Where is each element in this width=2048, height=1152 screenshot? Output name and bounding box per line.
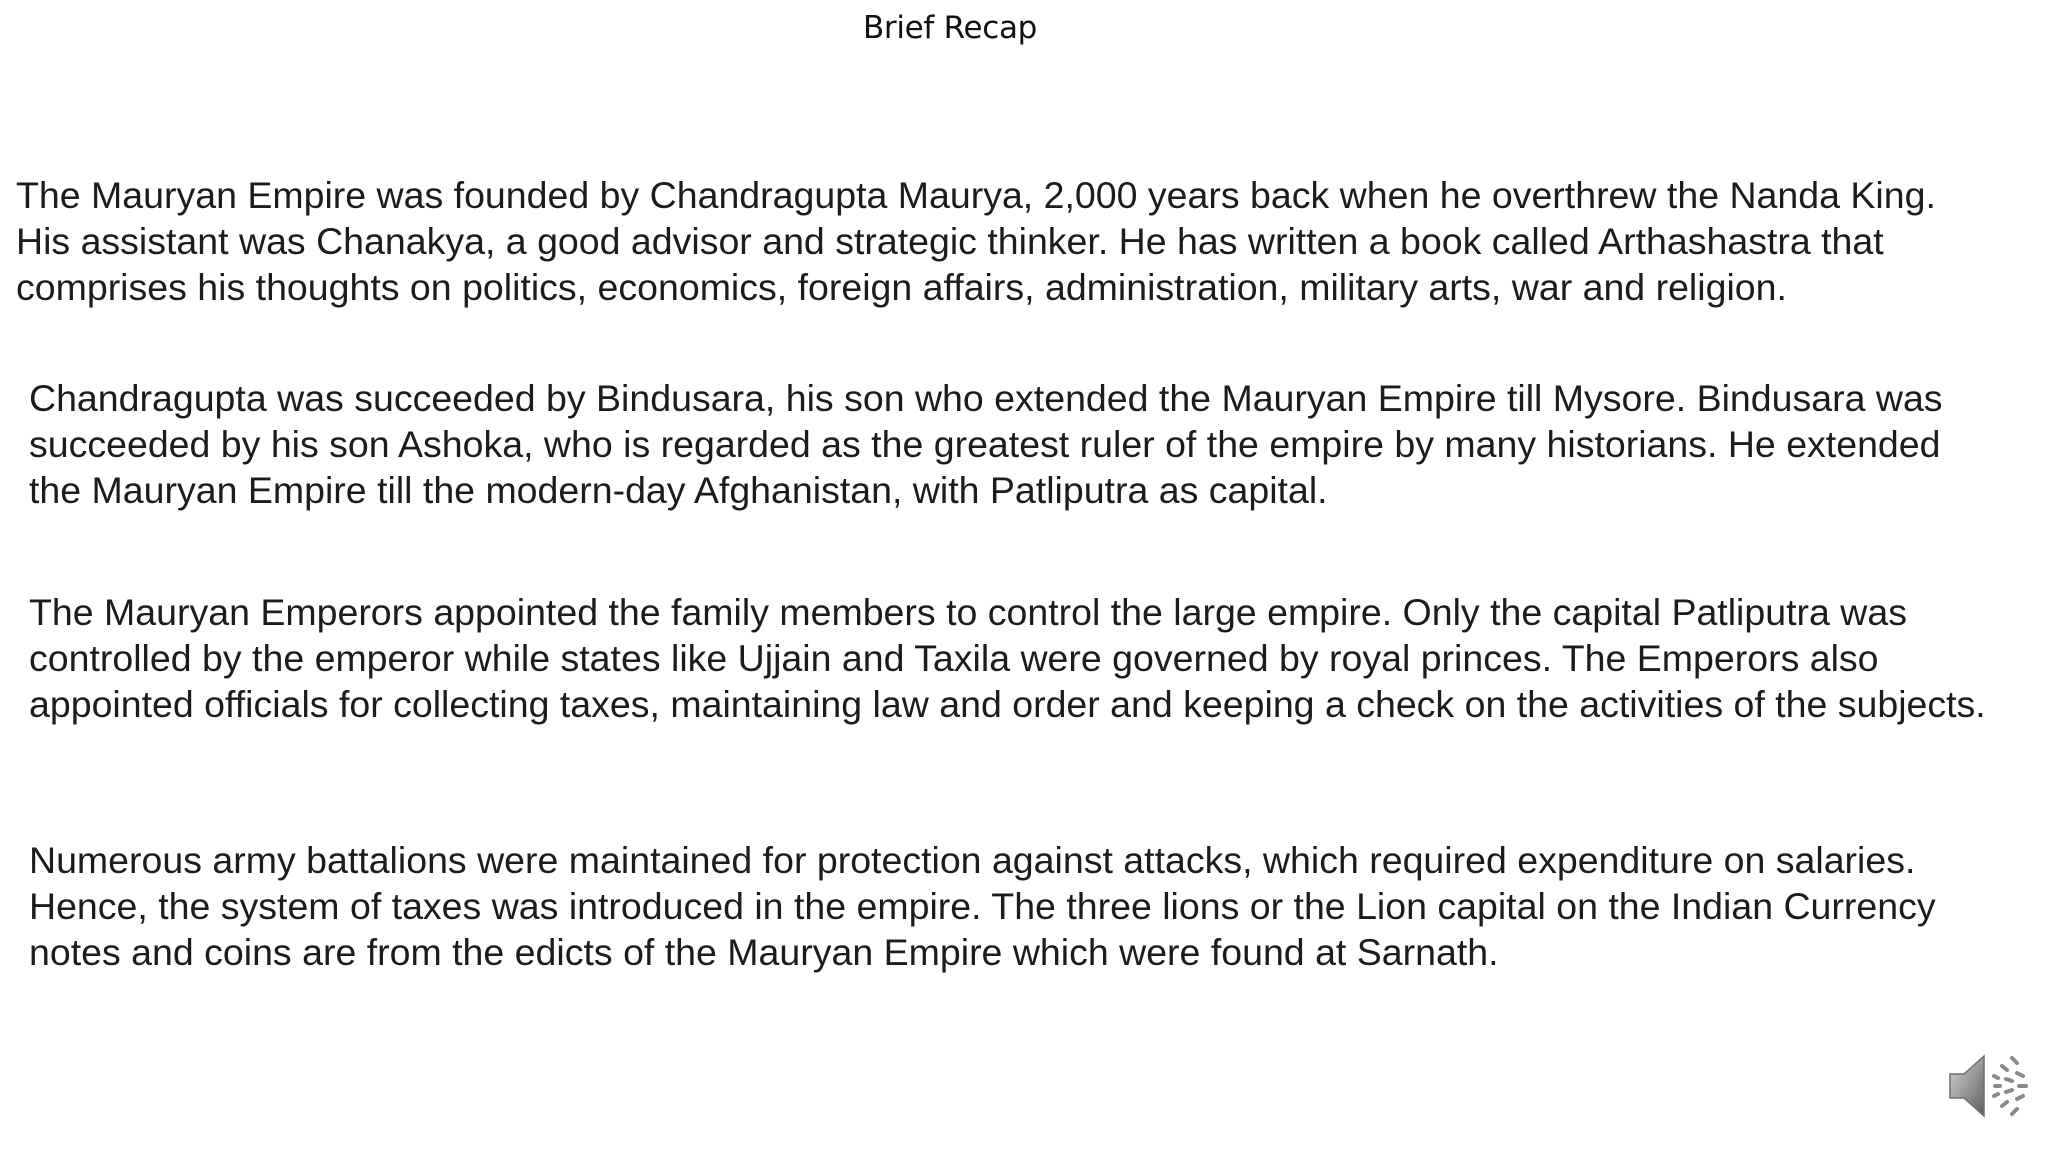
text-line: The Mauryan Empire was founded by Chandragupta Maurya, 2,000 years back when he overthrew the Nanda King. (16, 174, 1936, 216)
text-line: notes and coins are from the edicts of the Mauryan Empire which were found at Sarnath. (29, 931, 1499, 973)
text-line: succeeded by his son Ashoka, who is regarded as the greatest ruler of the empire by many historians. He extended (29, 423, 1941, 465)
text-line: Chandragupta was succeeded by Bindusara, his son who extended the Mauryan Empire till Mysore. Bindusara was (29, 377, 1943, 419)
paragraph-army-taxes (29, 837, 1936, 975)
text-line: The Mauryan Emperors appointed the family members to control the large empire. Only the capital Patliputra was (29, 591, 1907, 633)
paragraph-founding (16, 172, 1936, 310)
text-line: comprises his thoughts on politics, economics, foreign affairs, administration, military arts, war and religion. (16, 266, 1787, 308)
text-line: Numerous army battalions were maintained for protection against attacks, which required expenditure on salaries. (29, 839, 1916, 881)
text-line: appointed officials for collecting taxes, maintaining law and order and keeping a check on the activities of the subjects. (29, 683, 1986, 725)
slide-title: Brief Recap (862, 10, 1038, 46)
paragraph-succession (29, 375, 1943, 513)
text-line: controlled by the emperor while states like Ujjain and Taxila were governed by royal princes. The Emperors also (29, 637, 1879, 679)
speaker-icon[interactable] (1946, 1046, 2032, 1126)
text-line: Hence, the system of taxes was introduced in the empire. The three lions or the Lion capital on the Indian Currency (29, 885, 1936, 927)
speaker-icon-graphic (1946, 1046, 2032, 1126)
text-line: the Mauryan Empire till the modern-day Afghanistan, with Patliputra as capital. (29, 469, 1328, 511)
paragraph-administration (29, 589, 1986, 727)
text-line: His assistant was Chanakya, a good advisor and strategic thinker. He has written a book called Arthashastra that (16, 220, 1884, 262)
